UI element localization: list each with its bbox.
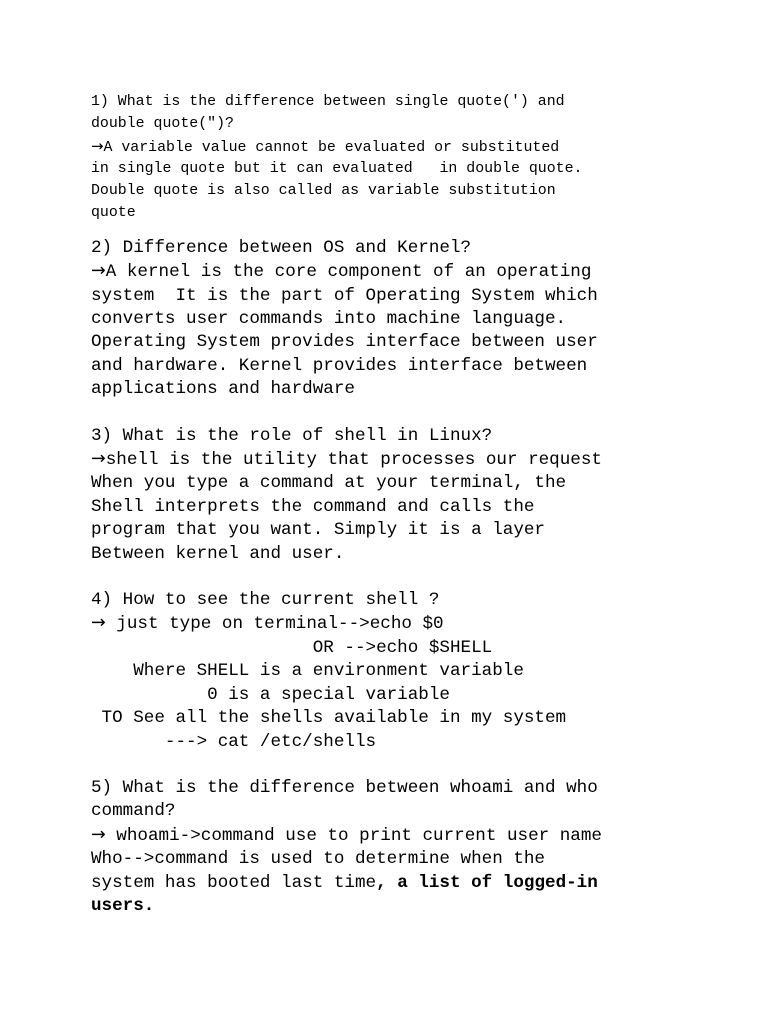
answer-2-line-1 [91,260,751,284]
question-3 [91,425,751,566]
question-2-text: 2) Difference between OS and Kernel? [91,237,472,258]
question-1 [91,92,751,225]
arrow-icon: → [91,613,106,634]
arrow-icon: → [91,136,104,155]
answer-3-line-1 [91,448,751,472]
answer-5-plain-text: system has booted last time [91,872,377,893]
question-3-text: 3) What is the role of shell in Linux? [91,425,493,446]
answer-5-bold-text: , a list of logged-in [376,872,598,893]
answer-5-line-3 [91,872,751,895]
arrow-icon: → [91,824,106,845]
answer-3-line-5: Between kernel and user. [91,543,345,564]
answer-1-line-4: quote [91,204,136,221]
answer-5-line-1 [91,824,751,848]
question-1-text-line-1: 1) What is the difference between single quote(') and [91,94,565,110]
answer-5-first-text: whoami->command use to print current user name [105,825,602,846]
answer-5-line-2: Who-->command is used to determine when the [91,849,545,870]
document-body [91,92,751,918]
answer-2-line-3: converts user commands into machine language. [91,309,567,329]
answer-3-first-text: shell is the utility that processes our request [105,450,602,471]
answer-4-line-5: TO See all the shells available in my system [91,708,567,729]
arrow-icon: → [91,449,106,470]
answer-1-line-2: in single quote but it can evaluated in double quote. [91,161,583,178]
answer-4-line-2: OR -->echo $SHELL [91,637,493,658]
question-2 [91,237,751,402]
answer-2-line-4: Operating System provides interface between user [91,332,598,353]
answer-1-line-3: Double quote is also called as variable substitution [91,183,556,200]
answer-4-first-text: just type on terminal-->echo $0 [105,614,444,635]
answer-4-line-1 [91,612,751,636]
answer-4-line-6: ---> cat /etc/shells [91,731,377,752]
answer-3-line-3: Shell interprets the command and calls the [91,496,535,517]
question-5 [91,777,751,918]
arrow-icon: → [91,261,106,282]
answer-2-first-text: A kernel is the core component of an operating [105,262,592,283]
answer-1-line-1 [91,136,751,160]
question-4-text: 4) How to see the current shell ? [91,590,440,611]
question-5-text-line-2: command? [91,801,176,822]
answer-4-line-3: Where SHELL is a environment variable [91,661,524,682]
question-4 [91,589,751,754]
answer-4-line-4: 0 is a special variable [91,684,450,705]
answer-2-line-5: and hardware. Kernel provides interface between [91,355,588,376]
answer-5-line-4: users. [91,895,155,916]
answer-3-line-4: program that you want. Simply it is a layer [91,520,545,541]
answer-2-line-6: applications and hardware [91,379,355,400]
question-5-text-line-1: 5) What is the difference between whoami and who [91,777,598,798]
answer-2-line-2: system It is the part of Operating System which [91,285,598,306]
answer-3-line-2: When you type a command at your terminal, the [91,473,567,494]
question-1-text-line-2: double quote(")? [91,115,234,132]
answer-1-first-text: A variable value cannot be evaluated or substituted [103,139,560,156]
